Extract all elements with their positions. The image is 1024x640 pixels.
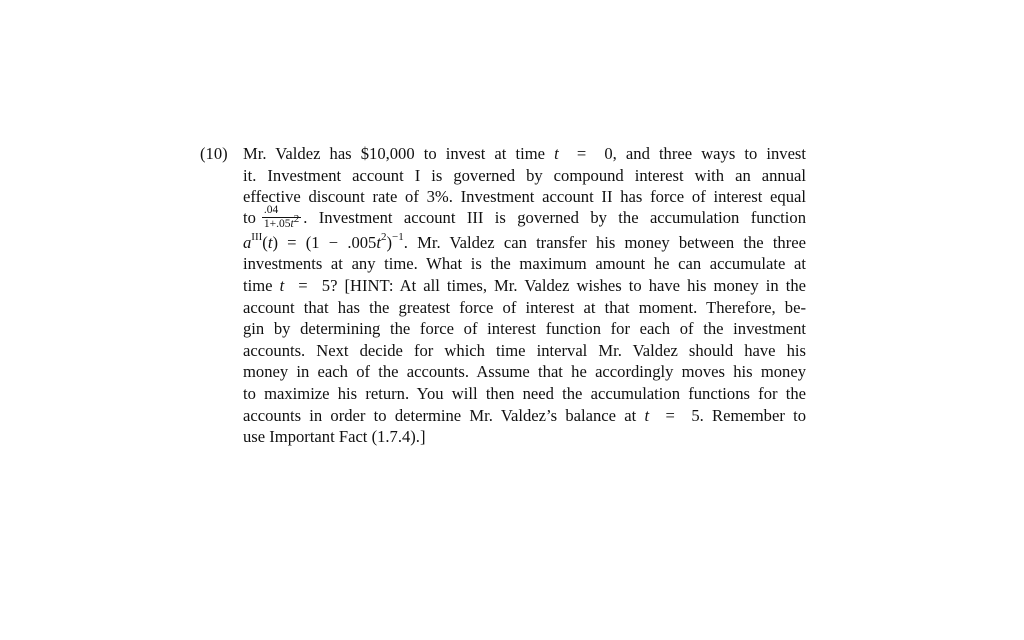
accumulation-formula: $a^{III}(t) = (1 - .005t^2)^{-1}$ — [243, 231, 404, 252]
problem-line: it. Investment account I is governed by compound interest with an annual — [243, 165, 806, 185]
problem-line: effective discount rate of 3%. Investment account II has force of interest equal — [243, 187, 806, 207]
problem-line-with-formula — [243, 232, 806, 254]
problem-line: account that has the greatest force of interest at that moment. Therefore, be- — [243, 297, 806, 317]
fraction-numerator: .04 — [262, 205, 301, 218]
problem-line: gin by determining the force of interest function for each of the investment — [243, 319, 806, 339]
line-prefix: to — [243, 207, 256, 227]
line-suffix: . Investment account III is governed by the accumulation function — [303, 207, 806, 227]
problem-line: time t = 5? [HINT: At all times, Mr. Valdez wishes to have his money in the — [243, 275, 806, 295]
problem-line: accounts in order to determine Mr. Valdez’s balance at t = 5. Remember to — [243, 405, 807, 425]
problem-line: Mr. Valdez has $10,000 to invest at time t = 0, and three ways to invest — [243, 144, 806, 163]
problem-line-with-fraction — [243, 206, 806, 230]
fraction-denominator: $1+.05t^2$ — [263, 212, 300, 231]
problem-line: money in each of the accounts. Assume that he accordingly moves his money — [243, 362, 806, 382]
problem-number: (10) — [200, 144, 228, 163]
line-text: . Mr. Valdez can transfer his money between the three — [403, 232, 806, 252]
problem-line: use Important Fact (1.7.4).] — [243, 427, 426, 447]
problem-line: investments at any time. What is the maximum amount he can accumulate at — [243, 254, 806, 274]
problem-line: to maximize his return. You will then need the accumulation functions for the — [243, 383, 806, 403]
problem-line: accounts. Next decide for which time interval Mr. Valdez should have his — [243, 340, 806, 360]
problem-text — [243, 143, 806, 448]
force-of-interest-fraction — [262, 205, 301, 230]
